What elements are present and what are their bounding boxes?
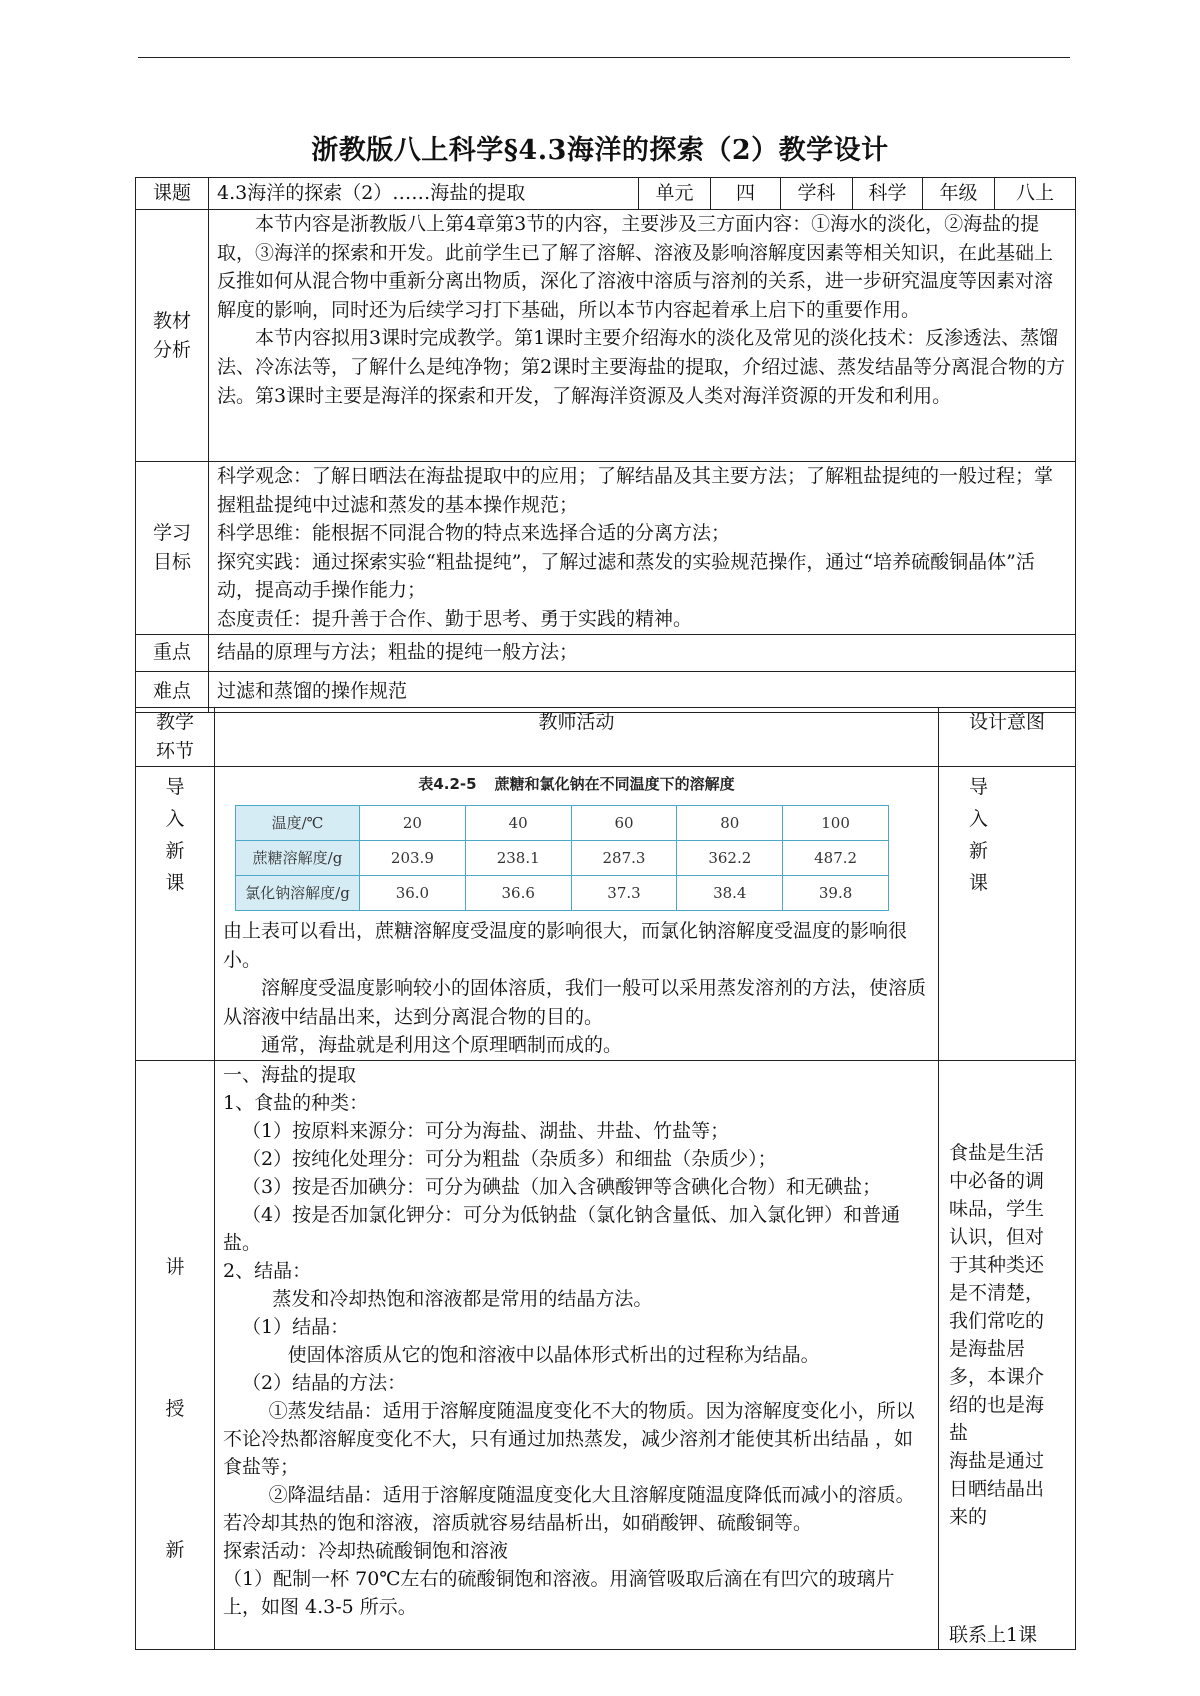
stage-char: 课 bbox=[165, 872, 185, 894]
lecture-line: ②降温结晶：适用于溶解度随温度变化大且溶解度随温度降低而减小的溶质。若冷却其热的饱和溶液，溶质就容易结晶析出，如硝酸钾、硫酸铜等。 bbox=[223, 1484, 915, 1534]
intent-note: 食盐是生活中必备的调味品，学生认识，但对于其种类还是不清楚，我们常吃的是海盐居多，本课介绍的也是海盐 bbox=[949, 1142, 1045, 1444]
lecture-line: （2）结晶的方法： bbox=[242, 1372, 407, 1394]
lecture-line: 一、海盐的提取 bbox=[223, 1064, 357, 1086]
document-title: 浙教版八上科学§4.3海洋的探索（2）教学设计 bbox=[311, 135, 889, 166]
analysis-content bbox=[209, 210, 1076, 462]
unit-label: 单元 bbox=[639, 178, 711, 210]
lesson-info-table bbox=[135, 177, 1076, 713]
objective-line: 科学思维：能根据不同混合物的特点来选择合适的分离方法； bbox=[217, 522, 731, 545]
table-header-cell: 60 bbox=[571, 806, 677, 841]
table-cell: 203.9 bbox=[360, 841, 466, 876]
subject-label: 学科 bbox=[781, 178, 853, 210]
stage-char: 导 bbox=[165, 776, 185, 798]
table-cell: 39.8 bbox=[783, 876, 889, 911]
table-row-label: 蔗糖溶解度/g bbox=[236, 841, 360, 876]
stage-header bbox=[136, 708, 215, 767]
lecture-line: （1）配制一杯 70℃左右的硫酸铜饱和溶液。用滴管吸取后滴在有凹穴的玻璃片上，如图 4.3-5 所示。 bbox=[223, 1568, 895, 1618]
intent-char: 课 bbox=[969, 872, 989, 894]
intent-note: 联系上1课 bbox=[949, 1624, 1038, 1646]
objectives-label-text: 学习目标 bbox=[152, 522, 191, 573]
objectives-content bbox=[209, 462, 1076, 635]
lecture-line: （1）按原料来源分：可分为海盐、湖盐、井盐、竹盐等； bbox=[242, 1120, 730, 1142]
table-cell: 487.2 bbox=[783, 841, 889, 876]
intent-note: 海盐是通过日晒结晶出来的 bbox=[949, 1450, 1045, 1528]
analysis-paragraph: 本节内容是浙教版八上第4章第3节的内容，主要涉及三方面内容：①海水的淡化，②海盐的提取，③海洋的探索和开发。此前学生已了解了溶解、溶液及影响溶解度因素等相关知识，在此基础上反推如何从混合物中重新分离出物质，深化了溶液中溶质与溶剂的关系，进一步研究温度等因素对溶解度的影响，同时还为后续学习打下基础，所以本节内容起着承上启下的重要作用。 bbox=[217, 213, 1054, 321]
intent-header: 设计意图 bbox=[939, 708, 1076, 767]
lecture-line: （3）按是否加碘分：可分为碘盐（加入含碘酸钾等含碘化合物）和无碘盐； bbox=[242, 1176, 882, 1198]
table-header-cell: 40 bbox=[465, 806, 571, 841]
table-row bbox=[236, 841, 889, 876]
lecture-intent bbox=[939, 1061, 1076, 1650]
lecture-stage bbox=[136, 1061, 215, 1650]
table-header-cell: 80 bbox=[677, 806, 783, 841]
objective-line: 态度责任：提升善于合作、勤于思考、勇于实践的精神。 bbox=[217, 607, 693, 630]
difficulty-label: 难点 bbox=[136, 671, 209, 712]
intent-char: 入 bbox=[969, 808, 989, 830]
key-point-label: 重点 bbox=[136, 634, 209, 671]
objectives-label bbox=[136, 462, 209, 635]
lecture-line: ①蒸发结晶：适用于溶解度随温度变化不大的物质。因为溶解度变化小，所以不论冷热都溶解度变化不大，只有通过加热蒸发，减少溶剂才能使其析出结晶 ，如食盐等； bbox=[223, 1400, 915, 1478]
table-cell: 37.3 bbox=[571, 876, 677, 911]
table-cell: 36.6 bbox=[465, 876, 571, 911]
intro-content bbox=[215, 767, 939, 1061]
key-point-value: 结晶的原理与方法；粗盐的提纯一般方法； bbox=[209, 634, 1076, 671]
lecture-content bbox=[215, 1061, 939, 1650]
figure-number: 表4.2-5 bbox=[418, 775, 477, 793]
teacher-header: 教师活动 bbox=[215, 708, 939, 767]
unit-value: 四 bbox=[711, 178, 781, 210]
grade-value: 八上 bbox=[995, 178, 1076, 210]
intro-paragraph: 溶解度受温度影响较小的固体溶质，我们一般可以采用蒸发溶剂的方法，使溶质从溶液中结晶出来，达到分离混合物的目的。 bbox=[223, 977, 927, 1028]
lecture-line: 探索活动：冷却热硫酸铜饱和溶液 bbox=[223, 1540, 509, 1562]
table-row bbox=[236, 876, 889, 911]
stage-char: 讲 bbox=[165, 1256, 185, 1278]
grade-label: 年级 bbox=[923, 178, 995, 210]
intro-paragraph: 由上表可以看出，蔗糖溶解度受温度的影响很大，而氯化钠溶解度受温度的影响很小。 bbox=[223, 920, 908, 971]
table-row bbox=[236, 806, 889, 841]
intro-intent bbox=[939, 767, 1076, 1061]
lecture-line: 蒸发和冷却热饱和溶液都是常用的结晶方法。 bbox=[272, 1288, 653, 1310]
table-cell: 238.1 bbox=[465, 841, 571, 876]
intro-stage bbox=[136, 767, 215, 1061]
table-cell: 287.3 bbox=[571, 841, 677, 876]
table-cell: 38.4 bbox=[677, 876, 783, 911]
figure-caption bbox=[223, 773, 930, 795]
analysis-label-text: 教材分析 bbox=[152, 309, 191, 361]
stage-char: 新 bbox=[165, 840, 185, 862]
stage-char: 新 bbox=[165, 1539, 185, 1562]
subject-value: 科学 bbox=[853, 178, 923, 210]
stage-char: 入 bbox=[165, 808, 185, 830]
stage-header-text: 教学环节 bbox=[155, 711, 194, 762]
table-cell: 362.2 bbox=[677, 841, 783, 876]
stage-char: 授 bbox=[165, 1397, 185, 1420]
objective-line: 探究实践：通过探索实验“粗盐提纯”，了解过滤和蒸发的实验规范操作，通过“培养硫酸铜晶体”活动，提高动手操作能力； bbox=[217, 550, 1035, 602]
objective-line: 科学观念：了解日晒法在海盐提取中的应用；了解结晶及其主要方法；了解粗盐提纯的一般过程；掌握粗盐提纯中过滤和蒸发的基本操作规范； bbox=[217, 465, 1054, 516]
solubility-table bbox=[235, 805, 889, 911]
activity-table bbox=[135, 707, 1076, 1650]
table-cell: 36.0 bbox=[360, 876, 466, 911]
lecture-line: 1、食盐的种类： bbox=[223, 1092, 369, 1114]
intent-char: 新 bbox=[969, 840, 989, 862]
table-row-label: 氯化钠溶解度/g bbox=[236, 876, 360, 911]
table-header-cell: 温度/℃ bbox=[236, 806, 360, 841]
difficulty-value: 过滤和蒸馏的操作规范 bbox=[209, 671, 1076, 712]
lecture-line: （4）按是否加氯化钾分：可分为低钠盐（氯化钠含量低、加入氯化钾）和普通盐。 bbox=[223, 1204, 901, 1254]
topic-value: 4.3海洋的探索（2）……海盐的提取 bbox=[209, 178, 639, 210]
table-header-cell: 100 bbox=[783, 806, 889, 841]
lecture-line: （2）按纯化处理分：可分为粗盐（杂质多）和细盐（杂质少）； bbox=[242, 1148, 777, 1170]
intro-paragraph: 通常，海盐就是利用这个原理晒制而成的。 bbox=[261, 1034, 623, 1057]
analysis-paragraph: 本节内容拟用3课时完成教学。第1课时主要介绍海水的淡化及常见的淡化技术：反渗透法、蒸馏法、冷冻法等，了解什么是纯净物；第2课时主要海盐的提取，介绍过滤、蒸发结晶等分离混合物的方法。第3课时主要是海洋的探索和开发，了解海洋资源及人类对海洋资源的开发和利用。 bbox=[217, 327, 1066, 407]
lecture-line: 使固体溶质从它的饱和溶液中以晶体形式析出的过程称为结晶。 bbox=[287, 1344, 820, 1366]
lecture-line: 2、结晶： bbox=[223, 1260, 312, 1282]
analysis-label bbox=[136, 210, 209, 462]
header-rule bbox=[138, 57, 1070, 58]
table-header-cell: 20 bbox=[360, 806, 466, 841]
lecture-line: （1）结晶： bbox=[242, 1316, 350, 1338]
figure-title: 蔗糖和氯化钠在不同温度下的溶解度 bbox=[494, 775, 735, 793]
intent-char: 导 bbox=[969, 776, 989, 798]
topic-label: 课题 bbox=[136, 178, 209, 210]
